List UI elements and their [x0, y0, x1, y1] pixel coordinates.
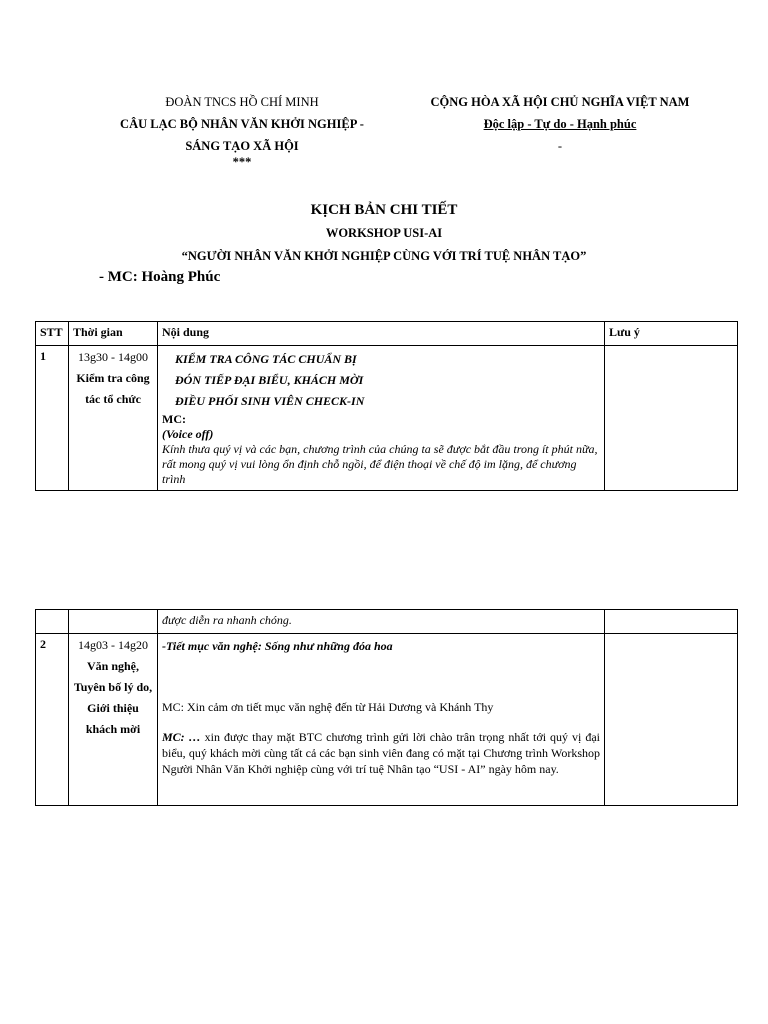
row-activity-line: Giới thiệu [87, 701, 139, 715]
spacer [162, 715, 600, 729]
row-stt: 2 [36, 634, 69, 806]
row-note [605, 346, 738, 491]
nation-name: CỘNG HÒA XÃ HỘI CHỦ NGHĨA VIỆT NAM [430, 95, 690, 109]
checklist-item: ĐIỀU PHỐI SINH VIÊN CHECK-IN [175, 394, 365, 408]
row-note [605, 634, 738, 806]
row-content-cell [158, 346, 605, 491]
mc-speech-line: rất mong quý vị vui lòng ổn định chỗ ngồi, để điện thoại về chế độ im lặng, để chương trình [162, 457, 577, 486]
col-header-stt: STT [36, 322, 69, 346]
col-header-note: Lưu ý [605, 322, 738, 346]
row-activity-line: Văn nghệ, [86, 659, 139, 673]
doc-subtitle-theme: “NGƯỜI NHÂN VĂN KHỞI NGHIỆP CÙNG VỚI TRÍ TUỆ NHÂN TẠO” [181, 249, 587, 263]
schedule-table [35, 321, 738, 491]
voice-off-label: (Voice off) [162, 427, 214, 441]
table-row [36, 634, 738, 806]
row-stt: 1 [36, 346, 69, 491]
table-row [36, 346, 738, 491]
row-note [605, 610, 738, 634]
mc-welcome-text: xin được thay mặt BTC chương trình gửi lời chào trân trọng nhất tới quý vị đại biểu, quý khách mời cùng tất cả các bạn sinh viên đang có mặt tại Chương trình Workshop Người Nhân Văn Khởi nghiệp cùng với trí tuệ Nhân tạo “USI - AI” ngày hôm nay. [162, 730, 601, 776]
mc-speech-line: được diễn ra nhanh chóng. [158, 610, 605, 634]
title-block [0, 198, 768, 268]
org-line-1: ĐOÀN TNCS HỒ CHÍ MINH [165, 95, 319, 109]
row-activity-line: Kiểm tra công [76, 371, 150, 385]
organization-header [96, 91, 388, 173]
row-activity-line: tác tổ chức [85, 392, 141, 406]
mc-name: - MC: Hoàng Phúc [99, 269, 221, 285]
row-content-cell [158, 634, 605, 806]
col-header-content: Nội dung [158, 322, 605, 346]
mc-welcome-paragraph [162, 729, 600, 777]
mc-speech-line: Kính thưa quý vị và các bạn, chương trình của chúng ta sẽ được bắt đầu trong ít phút nữa, [162, 442, 598, 456]
row-stt [36, 610, 69, 634]
org-line-4: *** [232, 155, 252, 169]
org-line-2: CÂU LẠC BỘ NHÂN VĂN KHỞI NGHIỆP - [120, 117, 364, 131]
doc-subtitle-workshop: WORKSHOP USI-AI [325, 226, 443, 240]
doc-title: KỊCH BẢN CHI TIẾT [310, 202, 458, 218]
mc-thanks: MC: Xin cảm ơn tiết mục văn nghệ đến từ Hải Dương và Khánh Thy [162, 700, 494, 714]
spacer [162, 655, 600, 699]
mc-label: MC: [162, 412, 186, 426]
table-header-row [36, 322, 738, 346]
row-time-cell [69, 346, 158, 491]
col-header-time: Thời gian [69, 322, 158, 346]
row-time: 13g30 - 14g00 [78, 350, 148, 364]
row-activity-line: khách mời [85, 722, 141, 736]
mc-label: MC: … [162, 730, 201, 744]
org-line-3: SÁNG TẠO XÃ HỘI [185, 139, 299, 153]
nation-motto: Độc lập - Tự do - Hạnh phúc [483, 117, 637, 131]
national-header [408, 91, 712, 157]
schedule-table-continued [35, 609, 738, 806]
checklist-item: ĐÓN TIẾP ĐẠI BIỂU, KHÁCH MỜI [175, 373, 364, 387]
row-time-cell [69, 634, 158, 806]
table-row [36, 610, 738, 634]
nation-separator: - [557, 139, 563, 153]
row-time-cell [69, 610, 158, 634]
checklist-item: KIỂM TRA CÔNG TÁC CHUẨN BỊ [175, 352, 357, 366]
performance-title: -Tiết mục văn nghệ: Sống như những đóa hoa [162, 639, 393, 653]
row-time: 14g03 - 14g20 [78, 638, 148, 652]
row-activity-line: Tuyên bố lý do, [73, 680, 153, 694]
